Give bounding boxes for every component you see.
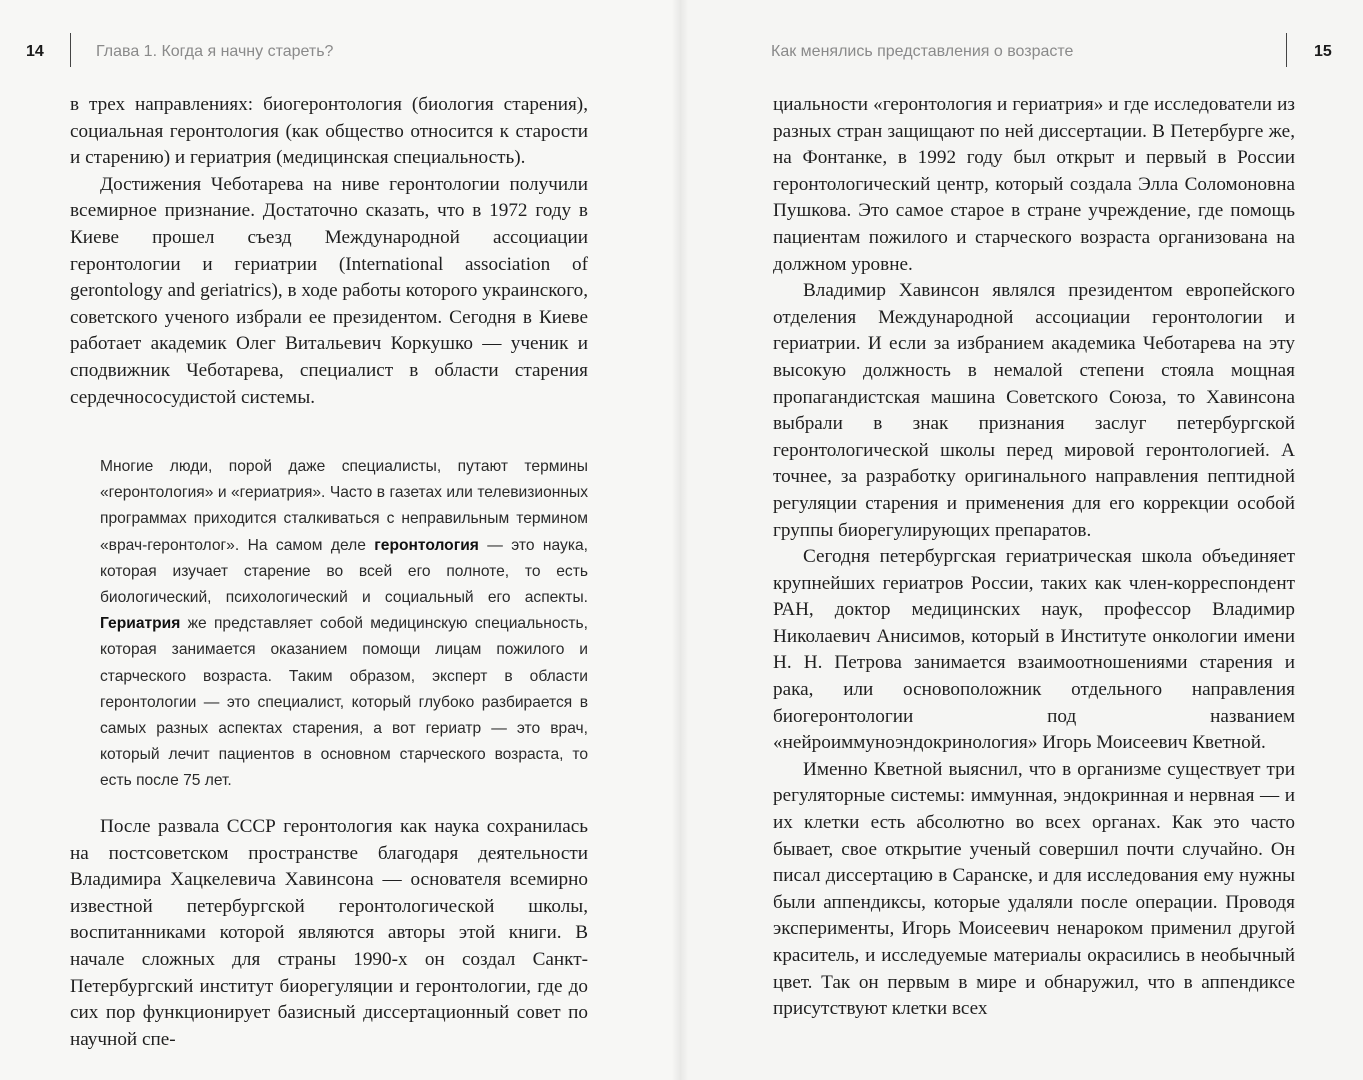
note-text: Многие люди, порой даже специалисты, путают термины «геронтология» и «гериатрия». Часто в газетах или телевизионных программах приходится сталкиваться с неправильным термином «врач-геронтолог». На самом деле	[100, 458, 588, 554]
right-page	[680, 0, 1363, 1080]
page-number-right: 15	[1314, 43, 1332, 60]
note-text: же представляет собой медицинскую специальность, которая занимается оказанием помощи лицам пожилого и старческого возраста. Таким образом, эксперт в области геронтологии — это специалист, который глубоко разбирается в самых разных аспектах старения, а вот гериатр — это врач, который лечит пациентов в основном старческого возраста, то есть после 75 лет.	[100, 615, 588, 790]
paragraph: Сегодня петербургская гериатрическая школа объединяет крупнейших гериатров России, таких как член-корреспондент РАН, доктор медицинских наук, профессор Владимир Николаевич Анисимов, который в Институте онкологии имени Н. Н. Петрова занимается взаимоотношениями старения и рака, или основоположник отдельного направления биогеронтологии под названием «нейроиммуноэндокринология» Игорь Моисеевич Кветной.	[773, 546, 1295, 754]
header-divider-left	[70, 33, 71, 67]
book-gutter	[672, 0, 688, 1080]
page-number-left: 14	[26, 43, 44, 60]
header-divider-right	[1286, 33, 1287, 67]
paragraph: Достижения Чеботарева на ниве геронтологии получили всемирное признание. Достаточно сказать, что в 1972 году в Киеве прошел съезд Международной ассоциации геронтологии и гериатрии (International association of gerontology and geriatrics), в ходе работы которого украинского, советского ученого избрали ее президентом. Сегодня в Киеве работает академик Олег Витальевич Коркушко — ученик и сподвижник Чеботарева, специалист в области старения сердечнососудистой системы.	[70, 173, 588, 408]
body-text-left-bottom	[70, 814, 588, 1053]
body-text-right	[773, 92, 1295, 1023]
paragraph: циальности «геронтология и гериатрия» и где исследователи из разных стран защищают по ней диссертации. В Петербурге же, на Фонтанке, в 1992 году был открыт и первый в России геронтологический центр, который создала Элла Соломоновна Пушкова. Это самое старое в стране учреждение, где помощь пациентам пожилого и старческого возраста организована на должном уровне.	[773, 94, 1295, 275]
left-page	[0, 0, 680, 1080]
paragraph: в трех направлениях: биогеронтология (биология старения), социальная геронтология (как общество относится к старости и старению) и гериатрия (медицинская специальность).	[70, 94, 588, 169]
paragraph: Владимир Хавинсон являлся президентом европейского отделения Международной ассоциации геронтологии и гериатрии. И если за избранием академика Чеботарева на эту высокую должность в немалой степени стояла мощная пропагандистская машина Советского Союза, то Хавинсона выбрали в знак признания заслуг петербургской геронтологической школы перед мировой геронтологией. А точнее, за разработку оригинального направления пептидной регуляции старения и применения для его коррекции особой группы биорегулирующих препаратов.	[773, 280, 1295, 541]
running-head-left: Глава 1. Когда я начну стареть?	[96, 43, 334, 60]
terminology-note	[100, 454, 588, 795]
running-head-right: Как менялись представления о возрасте	[771, 43, 1074, 60]
paragraph: После развала СССР геронтология как наука сохранилась на постсоветском пространстве благодаря деятельности Владимира Хацкелевича Хавинсона — основателя всемирно известной петербургской геронтологической школы, воспитанниками которой являются авторы этой книги. В начале сложных для страны 1990-х он создал Санкт-Петербургский институт биорегуляции и геронтологии, где до сих пор функционирует базисный диссертационный совет по научной спе-	[70, 816, 588, 1050]
note-text: — это наука, которая изучает старение во всей его полноте, то есть биологический, психологический и социальный его аспекты.	[100, 536, 588, 607]
body-text-left-top	[70, 92, 588, 411]
note-term-gerontology: геронтология	[374, 536, 479, 554]
paragraph: Именно Кветной выяснил, что в организме существует три регуляторные системы: иммунная, эндокринная и нервная — и их клетки есть абсолютно во всех органах. Как это часто бывает, свое открытие ученый совершил почти случайно. Он писал диссертацию в Саранске, и для исследования ему нужны были аппендиксы, которые удаляли после операции. Проводя эксперименты, Игорь Моисеевич ненароком применил другой краситель, и исследуемые материалы окрасились в необычный цвет. Так он первым в мире и обнаружил, что в аппендиксе присутствуют клетки всех	[773, 758, 1295, 1020]
note-term-geriatrics: Гериатрия	[100, 615, 181, 633]
